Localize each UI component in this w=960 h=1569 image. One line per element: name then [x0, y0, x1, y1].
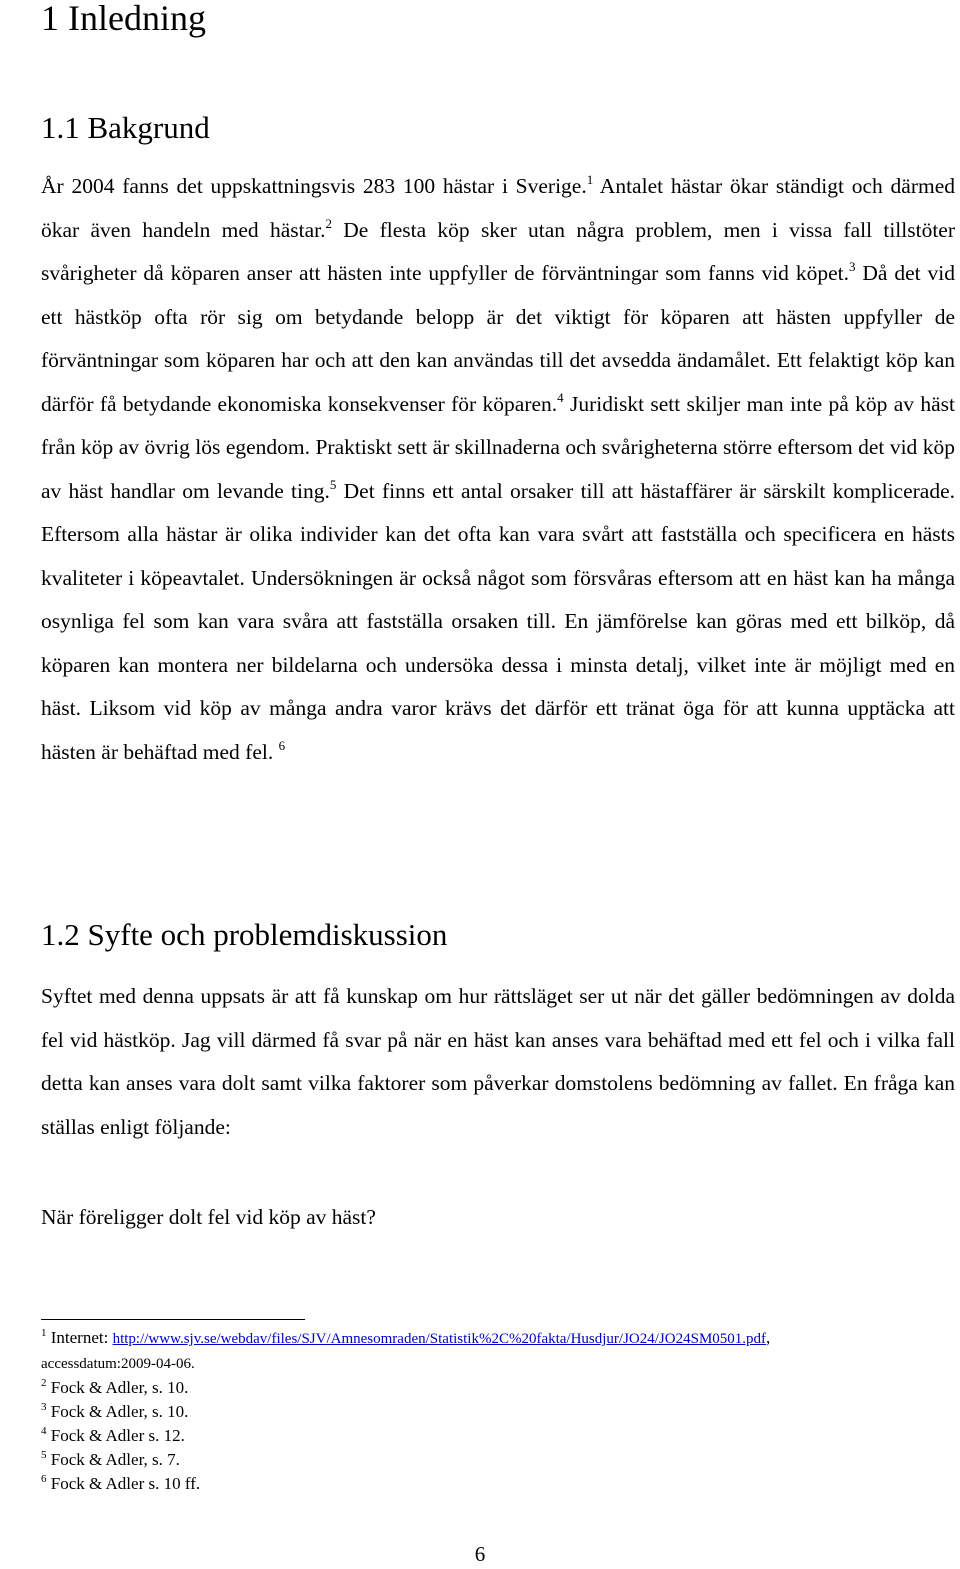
footnote-ref[interactable]: 1 — [586, 172, 594, 187]
footnote-number: 5 — [41, 1449, 47, 1461]
footnote-text: Fock & Adler, s. 10. — [46, 1402, 189, 1421]
footnote-4 — [41, 1424, 955, 1448]
paragraph-bakgrund — [41, 165, 955, 774]
section-heading-bakgrund: 1.1 Bakgrund — [41, 110, 210, 145]
footnote-number: 2 — [41, 1377, 47, 1389]
footnote-number: 1 — [41, 1327, 47, 1339]
footnote-ref[interactable]: 6 — [278, 737, 286, 753]
footnote-number: 6 — [41, 1473, 47, 1485]
footnote-suffix: , — [766, 1328, 771, 1347]
footnote-ref[interactable]: 3 — [848, 259, 856, 274]
footnote-text: Fock & Adler s. 12. — [46, 1426, 185, 1445]
footnote-divider — [41, 1319, 305, 1320]
chapter-heading: 1 Inledning — [41, 0, 206, 38]
footnote-6 — [41, 1472, 955, 1496]
footnote-ref[interactable]: 4 — [557, 389, 564, 405]
footnote-5 — [41, 1448, 955, 1472]
footnote-ref[interactable]: 2 — [325, 215, 332, 231]
text-segment: Då det vid ett hästköp ofta rör sig om betydande belopp är det viktigt för köparen att hästen uppfyller de förväntningar som köparen har och att den kan användas till det avsedda ändamålet. Ett felaktigt köp kan därför få betydande ekonomiska konsekvenser för köparen. — [41, 261, 956, 416]
research-question: När föreligger dolt fel vid köp av häst? — [41, 1205, 376, 1229]
footnote-1 — [41, 1326, 955, 1376]
text-segment: Antalet hästar ökar ständigt och därmed ökar även handeln med hästar. — [41, 174, 955, 242]
footnote-text: Fock & Adler, s. 10. — [46, 1378, 189, 1397]
footnote-access-date: accessdatum:2009-04-06. — [41, 1356, 195, 1372]
footnote-ref[interactable]: 5 — [329, 476, 337, 492]
text-segment: Det finns ett antal orsaker till att hästaffärer är särskilt komplicerade. Eftersom alla hästar är olika individer kan det ofta kan vara svårt att fastställa och specificera en hästs kvaliteter i köpeavtalet. Undersökningen är också något som försvåras eftersom att en häst kan ha många osynliga fel som kan vara svåra att fastställa orsaken till. En jämförelse kan göras med ett bilköp, då köparen kan montera ner bildelarna och undersöka dessa i minsta detalj, vilket inte är möjligt med en häst. Liksom vid köp av många andra varor krävs det därför ett tränat öga för att kunna upptäcka att hästen är behäftad med fel. — [41, 478, 955, 764]
text-segment: År 2004 fanns det uppskattningsvis 283 100 hästar i Sverige. — [41, 174, 587, 198]
footnote-2 — [41, 1376, 955, 1400]
text-segment: De flesta köp sker utan några problem, men i vissa fall tillstöter svårigheter då köparen anser att hästen inte uppfyller de förväntningar som fanns vid köpet. — [41, 217, 956, 285]
footnote-number: 3 — [41, 1401, 47, 1413]
text-segment: Juridiskt sett skiljer man inte på köp av häst från köp av övrig lös egendom. Praktiskt sett är skillnaderna och svårigheterna större eftersom det vid köp av häst handlar om levande ting. — [41, 391, 955, 503]
footnote-text: Fock & Adler, s. 7. — [46, 1450, 180, 1469]
footnote-number: 4 — [41, 1425, 47, 1437]
footnote-3 — [41, 1400, 955, 1424]
footnote-prefix: Internet: — [46, 1328, 113, 1347]
footnote-link[interactable]: http://www.sjv.se/webdav/files/SJV/Amnesomraden/Statistik%2C%20fakta/Husdjur/JO24/JO24SM0501.pdf — [112, 1331, 767, 1347]
section-heading-syfte: 1.2 Syfte och problemdiskussion — [41, 917, 448, 952]
page-number: 6 — [474, 1542, 486, 1566]
footnote-text: Fock & Adler s. 10 ff. — [46, 1474, 201, 1493]
footnotes — [41, 1326, 955, 1496]
paragraph-syfte: Syftet med denna uppsats är att få kunskap om hur rättsläget ser ut när det gäller bedömningen av dolda fel vid hästköp. Jag vill därmed få svar på när en häst kan anses vara behäftad med ett fel och i vilka fall detta kan anses vara dolt samt vilka faktorer som påverkar domstolens bedömning av fallet. En fråga kan ställas enligt följande: — [41, 984, 955, 1139]
